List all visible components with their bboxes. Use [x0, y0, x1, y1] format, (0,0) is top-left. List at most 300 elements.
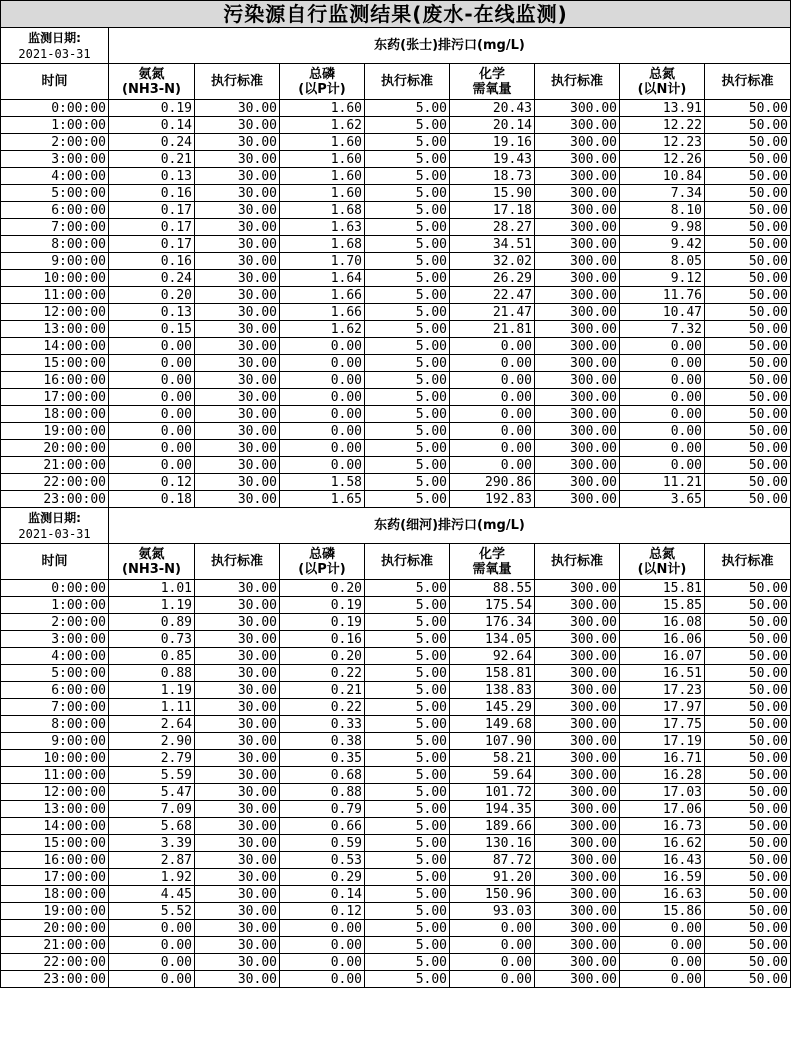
value-cell: 300.00 — [535, 355, 620, 372]
value-cell: 1.60 — [280, 151, 365, 168]
value-cell: 5.00 — [365, 682, 450, 699]
column-header-line2: 需氧量 — [472, 561, 512, 577]
value-cell: 30.00 — [195, 631, 280, 648]
value-cell: 50.00 — [705, 682, 791, 699]
value-cell: 9.98 — [620, 219, 705, 236]
value-cell: 300.00 — [535, 219, 620, 236]
value-cell: 1.62 — [280, 117, 365, 134]
value-cell: 1.19 — [109, 597, 195, 614]
value-cell: 16.71 — [620, 750, 705, 767]
value-cell: 5.00 — [365, 631, 450, 648]
column-header-row — [1, 64, 791, 100]
value-cell: 0.00 — [620, 920, 705, 937]
value-cell: 300.00 — [535, 699, 620, 716]
table-row — [1, 954, 791, 971]
value-cell: 0.00 — [620, 372, 705, 389]
value-cell: 20.43 — [450, 100, 535, 117]
column-header-line1: 总磷 — [308, 66, 335, 82]
value-cell: 50.00 — [705, 597, 791, 614]
value-cell: 16.63 — [620, 886, 705, 903]
value-cell: 0.00 — [620, 937, 705, 954]
value-cell: 50.00 — [705, 665, 791, 682]
value-cell: 12.22 — [620, 117, 705, 134]
value-cell: 0.20 — [280, 648, 365, 665]
value-cell: 88.55 — [450, 580, 535, 597]
column-header — [705, 544, 791, 580]
value-cell: 300.00 — [535, 474, 620, 491]
value-cell: 0.73 — [109, 631, 195, 648]
table-row — [1, 818, 791, 835]
value-cell: 21.47 — [450, 304, 535, 321]
value-cell: 30.00 — [195, 750, 280, 767]
value-cell: 34.51 — [450, 236, 535, 253]
value-cell: 0.00 — [620, 971, 705, 988]
time-cell: 0:00:00 — [1, 580, 109, 597]
value-cell: 5.00 — [365, 801, 450, 818]
value-cell: 30.00 — [195, 580, 280, 597]
table-row — [1, 903, 791, 920]
column-header — [450, 64, 535, 100]
value-cell: 1.11 — [109, 699, 195, 716]
value-cell: 0.00 — [280, 920, 365, 937]
value-cell: 50.00 — [705, 202, 791, 219]
value-cell: 300.00 — [535, 168, 620, 185]
time-cell: 15:00:00 — [1, 355, 109, 372]
value-cell: 0.19 — [109, 100, 195, 117]
column-header-line1: 执行标准 — [380, 554, 433, 569]
value-cell: 0.18 — [109, 491, 195, 508]
value-cell: 19.16 — [450, 134, 535, 151]
value-cell: 130.16 — [450, 835, 535, 852]
value-cell: 0.00 — [620, 954, 705, 971]
value-cell: 50.00 — [705, 750, 791, 767]
value-cell: 30.00 — [195, 648, 280, 665]
value-cell: 0.00 — [620, 457, 705, 474]
value-cell: 0.68 — [280, 767, 365, 784]
value-cell: 58.21 — [450, 750, 535, 767]
column-header — [109, 64, 195, 100]
value-cell: 1.66 — [280, 287, 365, 304]
value-cell: 5.00 — [365, 219, 450, 236]
value-cell: 5.00 — [365, 580, 450, 597]
value-cell: 5.00 — [365, 355, 450, 372]
value-cell: 0.14 — [280, 886, 365, 903]
value-cell: 30.00 — [195, 304, 280, 321]
value-cell: 93.03 — [450, 903, 535, 920]
value-cell: 9.42 — [620, 236, 705, 253]
value-cell: 32.02 — [450, 253, 535, 270]
time-cell: 10:00:00 — [1, 270, 109, 287]
time-cell: 9:00:00 — [1, 253, 109, 270]
table-row — [1, 270, 791, 287]
value-cell: 10.84 — [620, 168, 705, 185]
value-cell: 16.06 — [620, 631, 705, 648]
column-header-line1: 时间 — [41, 554, 68, 569]
table-row — [1, 457, 791, 474]
value-cell: 300.00 — [535, 750, 620, 767]
value-cell: 158.81 — [450, 665, 535, 682]
value-cell: 16.62 — [620, 835, 705, 852]
table-row — [1, 852, 791, 869]
time-cell: 5:00:00 — [1, 185, 109, 202]
time-cell: 1:00:00 — [1, 597, 109, 614]
value-cell: 11.76 — [620, 287, 705, 304]
column-header-line1: 执行标准 — [210, 74, 263, 89]
value-cell: 50.00 — [705, 903, 791, 920]
table-row — [1, 423, 791, 440]
value-cell: 5.00 — [365, 304, 450, 321]
value-cell: 176.34 — [450, 614, 535, 631]
time-cell: 4:00:00 — [1, 168, 109, 185]
value-cell: 50.00 — [705, 406, 791, 423]
value-cell: 30.00 — [195, 767, 280, 784]
value-cell: 300.00 — [535, 117, 620, 134]
value-cell: 50.00 — [705, 168, 791, 185]
time-cell: 12:00:00 — [1, 304, 109, 321]
value-cell: 1.63 — [280, 219, 365, 236]
value-cell: 0.00 — [280, 423, 365, 440]
value-cell: 11.21 — [620, 474, 705, 491]
value-cell: 30.00 — [195, 784, 280, 801]
value-cell: 5.00 — [365, 920, 450, 937]
value-cell: 17.75 — [620, 716, 705, 733]
value-cell: 1.70 — [280, 253, 365, 270]
value-cell: 30.00 — [195, 168, 280, 185]
value-cell: 16.08 — [620, 614, 705, 631]
column-header-line1: 执行标准 — [550, 74, 603, 89]
value-cell: 300.00 — [535, 733, 620, 750]
value-cell: 0.00 — [450, 355, 535, 372]
value-cell: 145.29 — [450, 699, 535, 716]
column-header — [280, 64, 365, 100]
table-row — [1, 920, 791, 937]
report-body — [1, 1, 791, 988]
value-cell: 30.00 — [195, 457, 280, 474]
value-cell: 1.01 — [109, 580, 195, 597]
value-cell: 0.17 — [109, 202, 195, 219]
value-cell: 50.00 — [705, 270, 791, 287]
column-header-line2: (以N计) — [637, 561, 687, 577]
value-cell: 18.73 — [450, 168, 535, 185]
time-cell: 2:00:00 — [1, 614, 109, 631]
value-cell: 0.00 — [280, 372, 365, 389]
value-cell: 138.83 — [450, 682, 535, 699]
value-cell: 0.24 — [109, 270, 195, 287]
value-cell: 16.07 — [620, 648, 705, 665]
value-cell: 0.00 — [620, 423, 705, 440]
value-cell: 5.68 — [109, 818, 195, 835]
table-row — [1, 321, 791, 338]
value-cell: 0.21 — [280, 682, 365, 699]
value-cell: 17.97 — [620, 699, 705, 716]
value-cell: 5.00 — [365, 406, 450, 423]
value-cell: 5.00 — [365, 971, 450, 988]
value-cell: 30.00 — [195, 699, 280, 716]
value-cell: 0.00 — [280, 440, 365, 457]
value-cell: 5.00 — [365, 818, 450, 835]
value-cell: 87.72 — [450, 852, 535, 869]
value-cell: 290.86 — [450, 474, 535, 491]
value-cell: 0.16 — [109, 185, 195, 202]
value-cell: 50.00 — [705, 699, 791, 716]
value-cell: 50.00 — [705, 767, 791, 784]
value-cell: 3.39 — [109, 835, 195, 852]
value-cell: 5.00 — [365, 321, 450, 338]
column-header-line1: 执行标准 — [721, 74, 774, 89]
value-cell: 300.00 — [535, 835, 620, 852]
outlet-name: 东药(细河)排污口(mg/L) — [109, 508, 791, 544]
column-header-row — [1, 544, 791, 580]
value-cell: 0.24 — [109, 134, 195, 151]
column-header-line2: (以N计) — [637, 81, 687, 97]
value-cell: 2.64 — [109, 716, 195, 733]
value-cell: 0.00 — [450, 372, 535, 389]
value-cell: 0.00 — [109, 338, 195, 355]
value-cell: 300.00 — [535, 784, 620, 801]
value-cell: 30.00 — [195, 474, 280, 491]
value-cell: 1.65 — [280, 491, 365, 508]
value-cell: 0.00 — [280, 338, 365, 355]
value-cell: 21.81 — [450, 321, 535, 338]
value-cell: 1.58 — [280, 474, 365, 491]
value-cell: 5.00 — [365, 440, 450, 457]
value-cell: 5.00 — [365, 767, 450, 784]
table-row — [1, 253, 791, 270]
value-cell: 1.68 — [280, 236, 365, 253]
value-cell: 30.00 — [195, 185, 280, 202]
value-cell: 5.00 — [365, 372, 450, 389]
value-cell: 0.12 — [280, 903, 365, 920]
value-cell: 0.16 — [109, 253, 195, 270]
value-cell: 50.00 — [705, 185, 791, 202]
value-cell: 5.00 — [365, 699, 450, 716]
value-cell: 5.00 — [365, 151, 450, 168]
value-cell: 10.47 — [620, 304, 705, 321]
time-cell: 20:00:00 — [1, 440, 109, 457]
table-row — [1, 869, 791, 886]
value-cell: 1.66 — [280, 304, 365, 321]
value-cell: 5.00 — [365, 474, 450, 491]
table-row — [1, 971, 791, 988]
value-cell: 300.00 — [535, 716, 620, 733]
value-cell: 5.00 — [365, 733, 450, 750]
table-row — [1, 886, 791, 903]
time-cell: 16:00:00 — [1, 852, 109, 869]
title-row — [1, 1, 791, 28]
table-row — [1, 491, 791, 508]
value-cell: 192.83 — [450, 491, 535, 508]
value-cell: 0.00 — [109, 406, 195, 423]
value-cell: 30.00 — [195, 338, 280, 355]
value-cell: 30.00 — [195, 372, 280, 389]
value-cell: 16.59 — [620, 869, 705, 886]
value-cell: 50.00 — [705, 852, 791, 869]
value-cell: 0.00 — [280, 406, 365, 423]
value-cell: 5.00 — [365, 423, 450, 440]
table-row — [1, 168, 791, 185]
time-cell: 15:00:00 — [1, 835, 109, 852]
table-row — [1, 937, 791, 954]
value-cell: 0.89 — [109, 614, 195, 631]
value-cell: 1.62 — [280, 321, 365, 338]
value-cell: 17.19 — [620, 733, 705, 750]
value-cell: 17.03 — [620, 784, 705, 801]
column-header-line1: 执行标准 — [721, 554, 774, 569]
value-cell: 30.00 — [195, 321, 280, 338]
value-cell: 50.00 — [705, 886, 791, 903]
time-cell: 11:00:00 — [1, 767, 109, 784]
column-header — [535, 544, 620, 580]
value-cell: 12.26 — [620, 151, 705, 168]
value-cell: 300.00 — [535, 423, 620, 440]
value-cell: 1.92 — [109, 869, 195, 886]
column-header-line2: (NH3-N) — [122, 561, 181, 577]
value-cell: 0.00 — [109, 355, 195, 372]
value-cell: 50.00 — [705, 784, 791, 801]
value-cell: 0.00 — [109, 920, 195, 937]
value-cell: 300.00 — [535, 236, 620, 253]
value-cell: 300.00 — [535, 406, 620, 423]
value-cell: 300.00 — [535, 338, 620, 355]
column-header-line2: (以P计) — [298, 561, 346, 577]
time-cell: 7:00:00 — [1, 219, 109, 236]
value-cell: 17.06 — [620, 801, 705, 818]
value-cell: 1.60 — [280, 185, 365, 202]
column-header — [280, 544, 365, 580]
table-row — [1, 440, 791, 457]
monitoring-date-cell — [1, 508, 109, 544]
value-cell: 2.87 — [109, 852, 195, 869]
table-row — [1, 100, 791, 117]
value-cell: 0.00 — [109, 954, 195, 971]
value-cell: 30.00 — [195, 253, 280, 270]
table-row — [1, 389, 791, 406]
value-cell: 0.29 — [280, 869, 365, 886]
value-cell: 50.00 — [705, 304, 791, 321]
value-cell: 0.19 — [280, 597, 365, 614]
value-cell: 300.00 — [535, 818, 620, 835]
value-cell: 50.00 — [705, 236, 791, 253]
value-cell: 30.00 — [195, 491, 280, 508]
table-row — [1, 682, 791, 699]
value-cell: 50.00 — [705, 716, 791, 733]
time-cell: 22:00:00 — [1, 474, 109, 491]
value-cell: 17.18 — [450, 202, 535, 219]
value-cell: 0.00 — [280, 937, 365, 954]
value-cell: 3.65 — [620, 491, 705, 508]
value-cell: 1.19 — [109, 682, 195, 699]
table-row — [1, 784, 791, 801]
value-cell: 30.00 — [195, 219, 280, 236]
monitoring-date-cell — [1, 28, 109, 64]
time-cell: 5:00:00 — [1, 665, 109, 682]
value-cell: 0.00 — [450, 440, 535, 457]
value-cell: 5.00 — [365, 253, 450, 270]
value-cell: 5.00 — [365, 716, 450, 733]
value-cell: 5.00 — [365, 270, 450, 287]
value-cell: 30.00 — [195, 682, 280, 699]
time-cell: 10:00:00 — [1, 750, 109, 767]
value-cell: 0.00 — [450, 338, 535, 355]
value-cell: 5.47 — [109, 784, 195, 801]
value-cell: 16.73 — [620, 818, 705, 835]
value-cell: 5.00 — [365, 869, 450, 886]
value-cell: 5.00 — [365, 168, 450, 185]
table-row — [1, 185, 791, 202]
table-row — [1, 648, 791, 665]
time-cell: 14:00:00 — [1, 818, 109, 835]
value-cell: 30.00 — [195, 355, 280, 372]
monitoring-date-value: 2021-03-31 — [18, 46, 91, 61]
monitoring-date-label: 监测日期: — [28, 30, 81, 45]
value-cell: 50.00 — [705, 631, 791, 648]
time-cell: 6:00:00 — [1, 682, 109, 699]
value-cell: 2.90 — [109, 733, 195, 750]
value-cell: 134.05 — [450, 631, 535, 648]
value-cell: 50.00 — [705, 818, 791, 835]
value-cell: 7.32 — [620, 321, 705, 338]
value-cell: 30.00 — [195, 202, 280, 219]
value-cell: 30.00 — [195, 270, 280, 287]
value-cell: 30.00 — [195, 886, 280, 903]
value-cell: 0.00 — [620, 338, 705, 355]
value-cell: 30.00 — [195, 614, 280, 631]
time-cell: 21:00:00 — [1, 457, 109, 474]
value-cell: 8.05 — [620, 253, 705, 270]
value-cell: 5.00 — [365, 338, 450, 355]
value-cell: 5.00 — [365, 903, 450, 920]
value-cell: 50.00 — [705, 117, 791, 134]
value-cell: 16.43 — [620, 852, 705, 869]
value-cell: 0.00 — [450, 937, 535, 954]
time-cell: 13:00:00 — [1, 801, 109, 818]
value-cell: 5.00 — [365, 750, 450, 767]
column-header — [195, 544, 280, 580]
time-cell: 17:00:00 — [1, 869, 109, 886]
value-cell: 5.59 — [109, 767, 195, 784]
value-cell: 50.00 — [705, 835, 791, 852]
value-cell: 30.00 — [195, 665, 280, 682]
value-cell: 30.00 — [195, 869, 280, 886]
time-cell: 14:00:00 — [1, 338, 109, 355]
value-cell: 5.00 — [365, 134, 450, 151]
column-header-line1: 总氮 — [648, 546, 675, 562]
value-cell: 0.00 — [620, 406, 705, 423]
value-cell: 0.00 — [450, 971, 535, 988]
value-cell: 30.00 — [195, 389, 280, 406]
table-row — [1, 151, 791, 168]
time-cell: 18:00:00 — [1, 886, 109, 903]
table-row — [1, 750, 791, 767]
value-cell: 300.00 — [535, 903, 620, 920]
value-cell: 0.16 — [280, 631, 365, 648]
value-cell: 50.00 — [705, 287, 791, 304]
value-cell: 0.66 — [280, 818, 365, 835]
time-cell: 8:00:00 — [1, 716, 109, 733]
column-header — [109, 544, 195, 580]
column-header — [620, 544, 705, 580]
column-header-line1: 时间 — [41, 74, 68, 89]
value-cell: 7.34 — [620, 185, 705, 202]
value-cell: 300.00 — [535, 937, 620, 954]
value-cell: 30.00 — [195, 423, 280, 440]
value-cell: 300.00 — [535, 134, 620, 151]
table-row — [1, 835, 791, 852]
value-cell: 30.00 — [195, 801, 280, 818]
value-cell: 30.00 — [195, 818, 280, 835]
value-cell: 0.00 — [620, 355, 705, 372]
value-cell: 5.00 — [365, 665, 450, 682]
